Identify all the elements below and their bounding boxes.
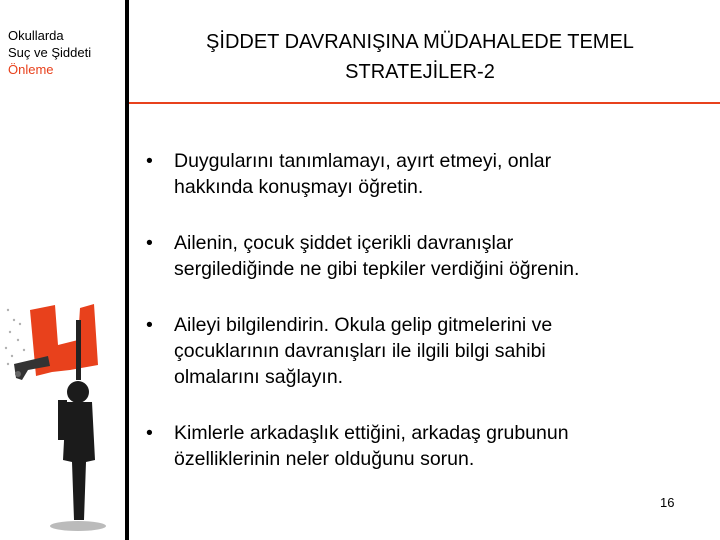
page-number: 16 [660, 495, 675, 510]
bullet-list [146, 148, 701, 502]
sidebar-title-line-1: Okullarda [8, 28, 64, 43]
bullet-line: Duygularını tanımlamayı, ayırt etmeyi, onlar [174, 150, 552, 172]
bullet-dot: • [146, 232, 153, 254]
sidebar-title [8, 27, 91, 78]
slide-title-line-2: STRATEJİLER-2 [345, 61, 495, 83]
bullet-line: özelliklerinin neler olduğunu sorun. [174, 448, 475, 470]
bullet-line: sergilediğinde ne gibi tepkiler verdiğini öğrenin. [174, 258, 580, 280]
sidebar-title-line-2: Suç ve Şiddeti [8, 45, 92, 60]
bullet-line: Aileyi bilgilendirin. Okula gelip gitmelerini ve [174, 314, 553, 336]
silhouette-illustration [0, 290, 125, 540]
bullet-dot: • [146, 150, 153, 172]
bullet-item-2 [146, 230, 701, 282]
bullet-line: hakkında konuşmayı öğretin. [174, 176, 424, 198]
sidebar-title-line-3: Önleme [8, 62, 54, 77]
bullet-line: Kimlerle arkadaşlık ettiğini, arkadaş grubunun [174, 422, 569, 444]
bullet-item-3 [146, 312, 701, 390]
bullet-dot: • [146, 422, 153, 444]
bullet-item-4 [146, 420, 701, 472]
bullet-line: Ailenin, çocuk şiddet içerikli davranışlar [174, 232, 514, 254]
bullet-item-1 [146, 148, 701, 200]
title-underline [129, 102, 720, 104]
slide-title [140, 27, 700, 87]
bullet-line: olmalarını sağlayın. [174, 366, 344, 388]
bullet-line: çocuklarının davranışları ile ilgili bilgi sahibi [174, 340, 546, 362]
slide-title-line-1: ŞİDDET DAVRANIŞINA MÜDAHALEDE TEMEL [206, 31, 634, 53]
vertical-divider [125, 0, 129, 540]
bullet-dot: • [146, 314, 153, 336]
